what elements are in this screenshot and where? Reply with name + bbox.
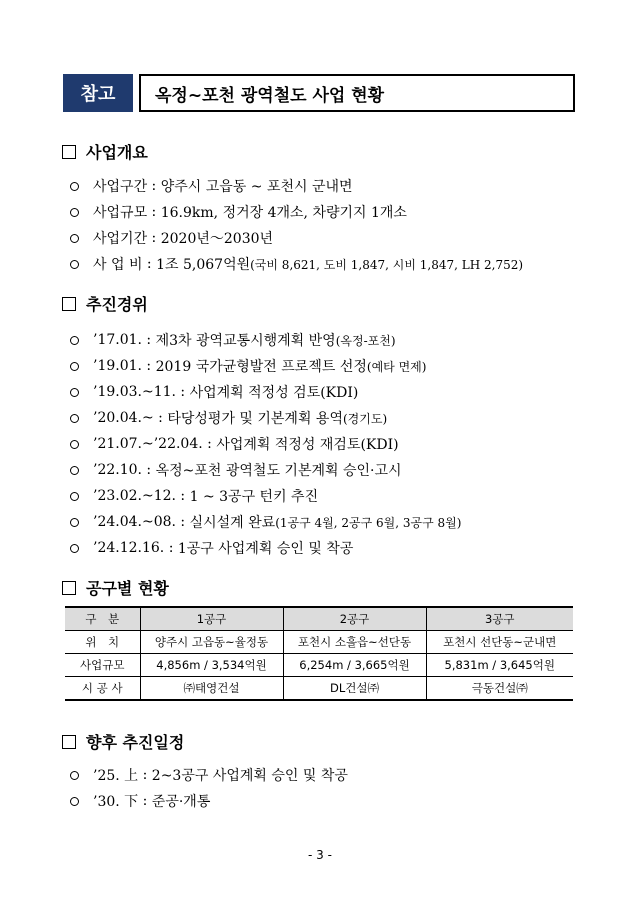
history-text: 2019 국가균형발전 프로젝트 선정 [155, 359, 367, 375]
square-bullet-icon [62, 145, 76, 159]
overview-value: 1조 5,067억원 [156, 257, 251, 273]
table-row [65, 677, 573, 701]
table-cell: 극동건설㈜ [426, 677, 573, 701]
history-item: ’22.10. : 옥정~포천 광역철도 기본계획 승인·고시 [70, 460, 402, 480]
section-sections-table [62, 576, 169, 599]
history-date: ’17.01. [93, 332, 142, 348]
history-item: ’23.02.~12. : 1 ~ 3공구 턴키 추진 [70, 486, 318, 506]
schedule-date: ’25. 上 [93, 768, 139, 784]
history-item: ’19.03.~11. : 사업계획 적정성 검토(KDI) [70, 382, 358, 402]
circle-bullet-icon [70, 182, 79, 191]
circle-bullet-icon [70, 414, 79, 423]
schedule-item: ’30. 下 : 준공·개통 [70, 791, 210, 811]
history-date: ’24.04.~08. [93, 514, 176, 530]
overview-note: (국비 8,621, 도비 1,847, 시비 1,847, LH 2,752) [250, 257, 524, 272]
table-header-row [65, 607, 573, 631]
overview-label: 사업규모 [93, 205, 148, 221]
history-text: 사업계획 적정성 재검토(KDI) [216, 437, 399, 453]
history-item: ’24.04.~08. : 실시설계 완료 (1공구 4월, 2공구 6월, 3공구 8월) [70, 512, 461, 532]
overview-item: 사업구간 : 양주시 고읍동 ~ 포천시 군내면 [70, 176, 353, 196]
table-cell: 양주시 고읍동~율정동 [140, 631, 283, 654]
history-text: 실시설계 완료 [189, 515, 276, 531]
page-title: 옥정~포천 광역철도 사업 현황 [139, 74, 575, 112]
schedule-item: ’25. 上 : 2~3공구 사업계획 승인 및 착공 [70, 765, 348, 785]
history-date: ’19.01. [93, 358, 142, 374]
circle-bullet-icon [70, 208, 79, 217]
circle-bullet-icon [70, 440, 79, 449]
table-cell: 4,856m / 3,534억원 [140, 654, 283, 677]
table-row [65, 654, 573, 677]
overview-item: 사업규모 : 16.9km, 정거장 4개소, 차량기지 1개소 [70, 202, 407, 222]
table-cell: 시 공 사 [65, 677, 140, 701]
circle-bullet-icon [70, 260, 79, 269]
history-text: 제3차 광역교통시행계획 반영 [155, 333, 336, 349]
history-note: (경기도) [342, 411, 388, 426]
title-bar [63, 74, 575, 112]
history-date: ’22.10. [93, 462, 142, 478]
overview-label: 사업구간 [93, 179, 148, 195]
history-item: ’21.07.~’22.04. : 사업계획 적정성 재검토(KDI) [70, 434, 399, 454]
history-date: ’19.03.~11. [93, 384, 176, 400]
schedule-text: 2~3공구 사업계획 승인 및 착공 [151, 768, 348, 784]
circle-bullet-icon [70, 492, 79, 501]
history-item: ’24.12.16. : 1공구 사업계획 승인 및 착공 [70, 538, 353, 558]
history-date: ’23.02.~12. [93, 488, 176, 504]
section-status-table [65, 606, 573, 701]
overview-value: 16.9km, 정거장 4개소, 차량기지 1개소 [160, 205, 407, 221]
overview-item: 사업기간 : 2020년～2030년 [70, 228, 273, 248]
table-cell: 사업규모 [65, 654, 140, 677]
table-header-cell: 구 분 [65, 607, 140, 631]
history-text: 사업계획 적정성 검토(KDI) [189, 385, 359, 401]
schedule-text: 준공·개통 [151, 794, 211, 810]
section-heading: 향후 추진일정 [86, 733, 185, 752]
history-date: ’20.04.~ [93, 410, 154, 426]
square-bullet-icon [62, 581, 76, 595]
history-item: ’17.01. : 제3차 광역교통시행계획 반영 (옥정-포천) [70, 330, 396, 350]
history-text: 1 ~ 3공구 턴키 추진 [189, 489, 319, 505]
table-cell: 5,831m / 3,645억원 [426, 654, 573, 677]
table-cell: DL건설㈜ [283, 677, 426, 701]
table-cell: 위 치 [65, 631, 140, 654]
section-schedule [62, 730, 184, 753]
circle-bullet-icon [70, 518, 79, 527]
square-bullet-icon [62, 735, 76, 749]
schedule-date: ’30. 下 [93, 794, 139, 810]
history-note: (1공구 4월, 2공구 6월, 3공구 8월) [275, 515, 462, 530]
section-heading: 공구별 현황 [86, 579, 169, 598]
overview-item: 사 업 비 : 1조 5,067억원 (국비 8,621, 도비 1,847, 시비 1,847, LH 2,752) [70, 254, 523, 274]
circle-bullet-icon [70, 362, 79, 371]
history-item: ’20.04.~ : 타당성평가 및 기본계획 용역 (경기도) [70, 408, 387, 428]
overview-label: 사업기간 [93, 231, 148, 247]
history-text: 타당성평가 및 기본계획 용역 [167, 411, 343, 427]
overview-value: 2020년～2030년 [160, 231, 274, 247]
table-cell: 6,254m / 3,665억원 [283, 654, 426, 677]
circle-bullet-icon [70, 234, 79, 243]
history-date: ’21.07.~’22.04. [93, 436, 203, 452]
table-header-cell: 1공구 [140, 607, 283, 631]
circle-bullet-icon [70, 544, 79, 553]
history-text: 1공구 사업계획 승인 및 착공 [177, 541, 354, 557]
reference-badge: 참고 [63, 74, 133, 112]
overview-label: 사 업 비 [93, 257, 143, 273]
section-heading: 사업개요 [86, 143, 148, 162]
page-number: - 3 - [308, 848, 332, 862]
circle-bullet-icon [70, 466, 79, 475]
table-header-cell: 3공구 [426, 607, 573, 631]
circle-bullet-icon [70, 771, 79, 780]
history-date: ’24.12.16. [93, 540, 165, 556]
table-cell: 포천시 소흘읍~선단동 [283, 631, 426, 654]
table-cell: ㈜태영건설 [140, 677, 283, 701]
section-heading: 추진경위 [86, 295, 148, 314]
table-cell: 포천시 선단동~군내면 [426, 631, 573, 654]
square-bullet-icon [62, 297, 76, 311]
overview-value: 양주시 고읍동 ~ 포천시 군내면 [160, 179, 353, 195]
table-header-cell: 2공구 [283, 607, 426, 631]
circle-bullet-icon [70, 388, 79, 397]
history-text: 옥정~포천 광역철도 기본계획 승인·고시 [155, 463, 402, 479]
history-note: (예타 면제) [366, 359, 427, 374]
history-note: (옥정-포천) [335, 333, 396, 348]
section-overview [62, 140, 148, 163]
circle-bullet-icon [70, 336, 79, 345]
circle-bullet-icon [70, 797, 79, 806]
section-history [62, 292, 148, 315]
history-item: ’19.01. : 2019 국가균형발전 프로젝트 선정 (예타 면제) [70, 356, 426, 376]
table-row [65, 631, 573, 654]
